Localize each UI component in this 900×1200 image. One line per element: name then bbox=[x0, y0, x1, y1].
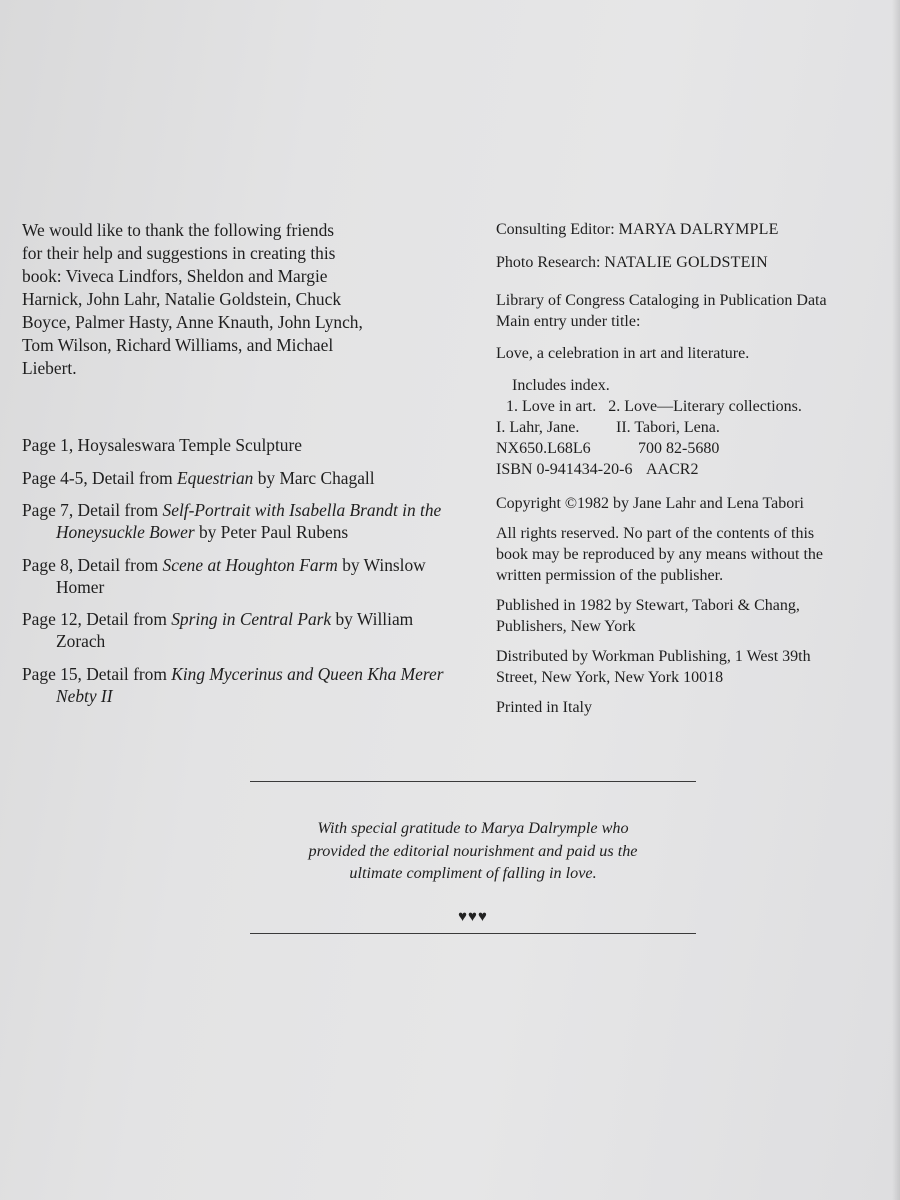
added-entry: II. Tabori, Lena. bbox=[616, 419, 720, 436]
page-edge-shadow bbox=[892, 0, 900, 1200]
artwork-title: Scene at Houghton Farm bbox=[162, 554, 338, 575]
book-title: Love, a celebration in art and literature. bbox=[496, 345, 750, 362]
isbn-row bbox=[496, 459, 896, 480]
acknowledgments bbox=[22, 219, 462, 380]
credit-text: Page 7, Detail from bbox=[22, 500, 163, 520]
call-number-row bbox=[496, 438, 896, 459]
hearts-ornament: ♥♥♥ bbox=[458, 909, 488, 925]
distributed-line: Street, New York, New York 10018 bbox=[496, 669, 724, 686]
artwork-title: Equestrian bbox=[177, 467, 254, 488]
added-entries bbox=[496, 417, 896, 438]
rights-line: book may be reproduced by any means without the bbox=[496, 546, 824, 563]
credit-text: Page 12, Detail from bbox=[22, 609, 172, 629]
artist-text: by William Zorach bbox=[56, 609, 414, 651]
consulting-editor-name: MARYA DALRYMPLE bbox=[618, 221, 779, 238]
artist-text: by Winslow Homer bbox=[56, 554, 426, 597]
subjects: 1. Love in art. 2. Love—Literary collections. bbox=[506, 398, 802, 415]
divider-bottom bbox=[250, 933, 696, 934]
rights-line: written permission of the publisher. bbox=[496, 567, 724, 584]
aacr: AACR2 bbox=[646, 461, 699, 478]
printed-in: Printed in Italy bbox=[496, 699, 592, 716]
dedication-line: ultimate compliment of falling in love. bbox=[349, 864, 597, 882]
published-line: Published in 1982 by Stewart, Tabori & Chang, bbox=[496, 597, 800, 614]
dedication-line: With special gratitude to Marya Dalrymple who bbox=[317, 819, 629, 837]
artwork-title: Spring in Central Park bbox=[171, 609, 332, 629]
credit-item bbox=[22, 467, 462, 489]
consulting-editor bbox=[496, 219, 896, 240]
credit-item bbox=[22, 499, 462, 543]
distributed-line: Distributed by Workman Publishing, 1 West 39th bbox=[496, 648, 811, 665]
includes-index: Includes index. bbox=[512, 377, 610, 394]
main-entry: Main entry under title: bbox=[496, 313, 641, 330]
ack-line: book: Viveca Lindfors, Sheldon and Margie bbox=[22, 266, 328, 286]
credit-text: Page 1, Hoysaleswara Temple Sculpture bbox=[22, 435, 303, 455]
added-entry: I. Lahr, Jane. bbox=[496, 419, 580, 436]
credit-text: Page 15, Detail from bbox=[22, 663, 172, 684]
ack-line: Tom Wilson, Richard Williams, and Michael bbox=[22, 335, 334, 355]
artwork-title: Self-Portrait with Isabella Brandt in the Honeysuckle Bower bbox=[56, 500, 442, 542]
published-line: Publishers, New York bbox=[496, 618, 636, 635]
rights-line: All rights reserved. No part of the contents of this bbox=[496, 525, 815, 542]
dedication bbox=[250, 817, 696, 885]
call-number: NX650.L68L6 bbox=[496, 440, 591, 457]
copyright-notice: Copyright ©1982 by Jane Lahr and Lena Tabori bbox=[496, 495, 804, 512]
artist-text: by Peter Paul Rubens bbox=[194, 522, 349, 542]
artist-text: by Marc Chagall bbox=[253, 467, 375, 488]
ack-line: Boyce, Palmer Hasty, Anne Knauth, John Lynch, bbox=[22, 312, 363, 332]
imprint-block bbox=[496, 219, 896, 718]
dedication-line: provided the editorial nourishment and paid us the bbox=[308, 841, 638, 860]
lccn: 700 82-5680 bbox=[638, 440, 720, 457]
cip-heading: Library of Congress Cataloging in Publication Data bbox=[496, 292, 827, 309]
illustration-credits bbox=[22, 434, 462, 717]
artwork-title: King Mycerinus and Queen Kha Merer Nebty II bbox=[56, 663, 444, 706]
credit-item bbox=[22, 434, 462, 456]
credit-item bbox=[22, 663, 462, 707]
credit-item bbox=[22, 608, 462, 652]
ack-line: Harnick, John Lahr, Natalie Goldstein, Chuck bbox=[22, 289, 342, 309]
divider-top bbox=[250, 781, 696, 782]
isbn: ISBN 0-941434-20-6 bbox=[496, 461, 633, 478]
ack-line: We would like to thank the following friends bbox=[22, 220, 335, 240]
credit-text: Page 4-5, Detail from bbox=[22, 467, 178, 488]
credit-text: Page 8, Detail from bbox=[22, 554, 163, 575]
ack-line: for their help and suggestions in creating this bbox=[22, 243, 336, 263]
consulting-editor-label: Consulting Editor: bbox=[496, 221, 615, 238]
photo-research-label: Photo Research: bbox=[496, 254, 601, 271]
photo-research-name: NATALIE GOLDSTEIN bbox=[604, 254, 768, 271]
credit-item bbox=[22, 554, 462, 598]
photo-research bbox=[496, 252, 896, 273]
ack-line: Liebert. bbox=[22, 358, 77, 378]
